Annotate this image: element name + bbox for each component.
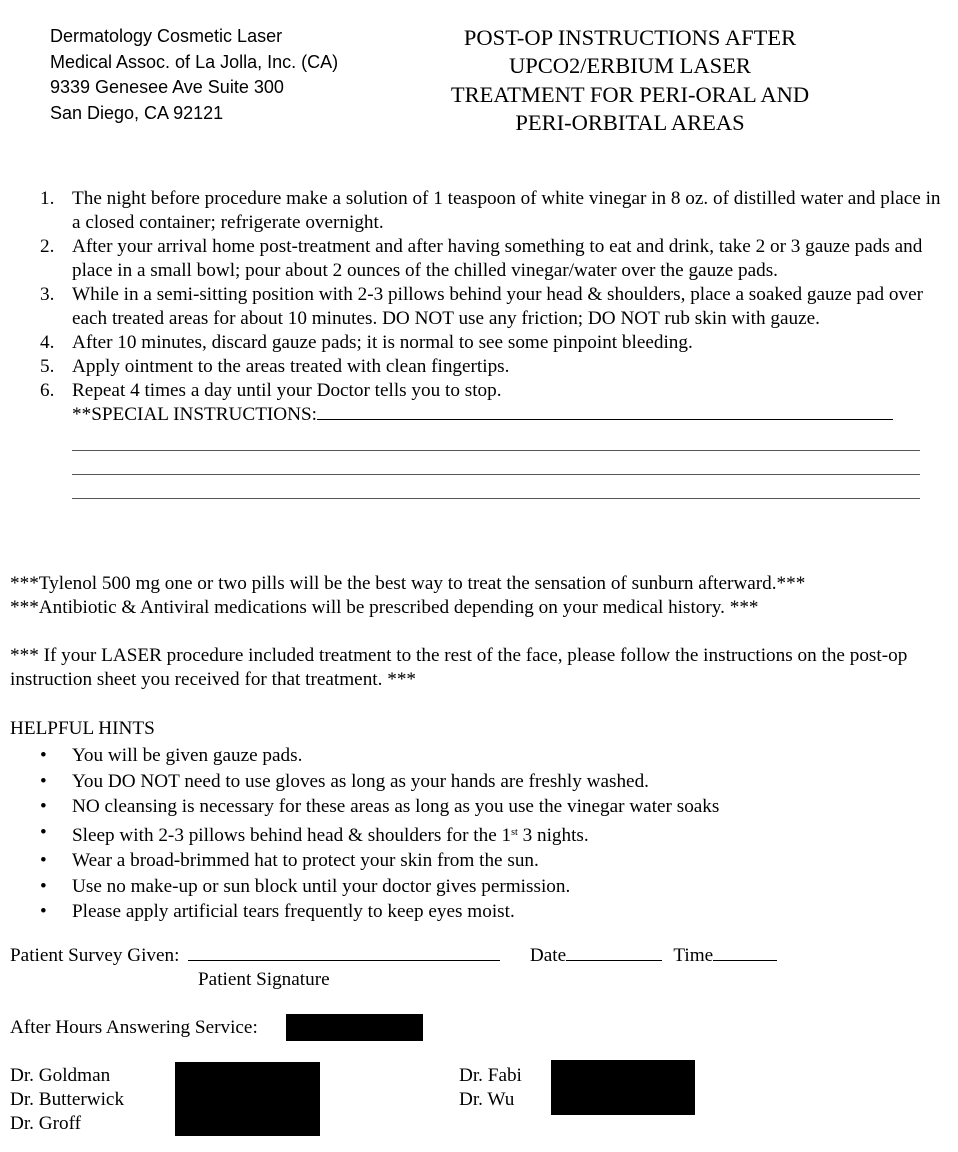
hint-item — [0, 743, 719, 769]
step-text: Apply ointment to the areas treated with clean fingertips. — [72, 356, 510, 377]
step-number: 5. — [40, 356, 55, 377]
antibiotic-note: ***Antibiotic & Antiviral medications will be prescribed depending on your medical history. *** — [10, 597, 759, 618]
special-instructions-field[interactable] — [317, 405, 893, 420]
redacted-contact-left — [175, 1062, 320, 1136]
title-line-2: UPCO2/ERBIUM LASER — [509, 53, 751, 79]
address-line-3: 9339 Genesee Ave Suite 300 — [50, 77, 284, 97]
hint-text: You DO NOT need to use gloves as long as your hands are freshly washed. — [72, 770, 649, 792]
medication-notes — [10, 572, 950, 692]
patient-survey-label: Patient Survey Given: — [10, 945, 180, 966]
hint-text: Please apply artificial tears frequently to keep eyes moist. — [72, 901, 515, 922]
doctor-name: Dr. Fabi — [459, 1065, 522, 1086]
bullet-icon: • — [40, 821, 47, 843]
step-text: The night before procedure make a solution of 1 teaspoon of white vinegar in 8 oz. of distilled water and place in a closed container; refrigerate overnight. — [72, 188, 941, 233]
hint-item — [0, 848, 719, 874]
bullet-icon: • — [40, 875, 47, 897]
date-field[interactable] — [566, 946, 662, 961]
time-label: Time — [673, 945, 714, 966]
step-text: Repeat 4 times a day until your Doctor tells you to stop. — [72, 380, 502, 401]
special-instructions-label: **SPECIAL INSTRUCTIONS: — [72, 404, 318, 425]
hint-superscript: st — [511, 826, 518, 838]
patient-survey-row — [10, 944, 777, 968]
step-number: 4. — [40, 332, 55, 353]
doctors-left-list — [10, 1064, 124, 1136]
tylenol-note: ***Tylenol 500 mg one or two pills will be the best way to treat the sensation of sunburn afterward.*** — [10, 573, 806, 594]
patient-signature-label: Patient Signature — [198, 969, 330, 990]
doctor-name: Dr. Goldman — [10, 1065, 111, 1086]
step-number: 1. — [40, 188, 55, 209]
instruction-step — [0, 331, 958, 355]
hint-item — [0, 820, 719, 849]
address-line-4: San Diego, CA 92121 — [50, 102, 224, 123]
bullet-icon: • — [40, 850, 47, 871]
hint-item — [0, 874, 719, 900]
doctor-name: Dr. Wu — [459, 1089, 515, 1110]
doctor-name: Dr. Butterwick — [10, 1089, 125, 1110]
instruction-step — [0, 379, 958, 403]
hint-text: Wear a broad-brimmed hat to protect your skin from the sun. — [72, 850, 539, 871]
hint-text: NO cleansing is necessary for these areas as long as you use the vinegar water soaks — [72, 796, 720, 817]
instruction-steps-list — [0, 187, 958, 499]
hint-text-after: 3 nights. — [517, 824, 589, 846]
instruction-step — [0, 187, 958, 235]
title-line-3: TREATMENT FOR PERI-ORAL AND — [450, 81, 810, 107]
special-instructions-line[interactable] — [72, 427, 920, 451]
title-line-1: POST-OP INSTRUCTIONS AFTER — [463, 25, 797, 50]
instruction-step — [0, 355, 958, 379]
hint-item — [0, 769, 719, 795]
step-text: After 10 minutes, discard gauze pads; it is normal to see some pinpoint bleeding. — [72, 332, 693, 353]
hint-text-before: Sleep with 2-3 pillows behind head & shoulders for the 1 — [72, 824, 512, 846]
doctor-name: Dr. Groff — [10, 1113, 82, 1134]
doctors-right-list — [459, 1064, 522, 1112]
bullet-icon: • — [40, 770, 47, 792]
date-label: Date — [529, 945, 567, 966]
redacted-contact-right — [551, 1060, 695, 1115]
patient-signature-field[interactable] — [188, 946, 500, 961]
special-instructions-line[interactable] — [72, 451, 920, 475]
hint-text: You will be given gauze pads. — [72, 745, 303, 766]
step-text: While in a semi-sitting position with 2-3 pillows behind your head & shoulders, place a soaked gauze pad over each treated areas for about 10 minutes. DO NOT use any friction; DO NOT rub skin with gauze. — [72, 284, 923, 329]
laser-note: *** If your LASER procedure included treatment to the rest of the face, please follow the instructions on the post-op instruction sheet you received for that treatment. *** — [10, 645, 908, 690]
special-instructions-line[interactable] — [72, 475, 920, 499]
step-number: 3. — [40, 284, 55, 305]
helpful-hints-list — [0, 743, 719, 925]
step-number: 6. — [40, 380, 55, 401]
hint-item — [0, 899, 719, 925]
bullet-icon: • — [40, 745, 47, 766]
bullet-icon: • — [40, 901, 47, 922]
special-instructions-row — [0, 403, 958, 427]
time-field[interactable] — [713, 946, 777, 961]
hint-item — [0, 794, 719, 820]
step-text: After your arrival home post-treatment and after having something to eat and drink, take 2 or 3 gauze pads and place in a small bowl; pour about 2 ounces of the chilled vinegar/water over the gauze pads. — [72, 236, 923, 281]
address-line-2: Medical Assoc. of La Jolla, Inc. (CA) — [50, 51, 339, 72]
address-line-1: Dermatology Cosmetic Laser — [50, 26, 283, 46]
title-line-4: PERI-ORBITAL AREAS — [515, 109, 745, 135]
step-number: 2. — [40, 236, 55, 257]
after-hours-label: After Hours Answering Service: — [10, 1017, 258, 1038]
instruction-step — [0, 235, 958, 283]
bullet-icon: • — [40, 796, 47, 817]
redacted-phone-after-hours — [286, 1014, 423, 1041]
helpful-hints-heading: HELPFUL HINTS — [10, 718, 155, 739]
hint-text: Use no make-up or sun block until your doctor gives permission. — [72, 875, 571, 897]
document-title — [420, 24, 840, 137]
instruction-step — [0, 283, 958, 331]
practice-address — [50, 24, 338, 126]
